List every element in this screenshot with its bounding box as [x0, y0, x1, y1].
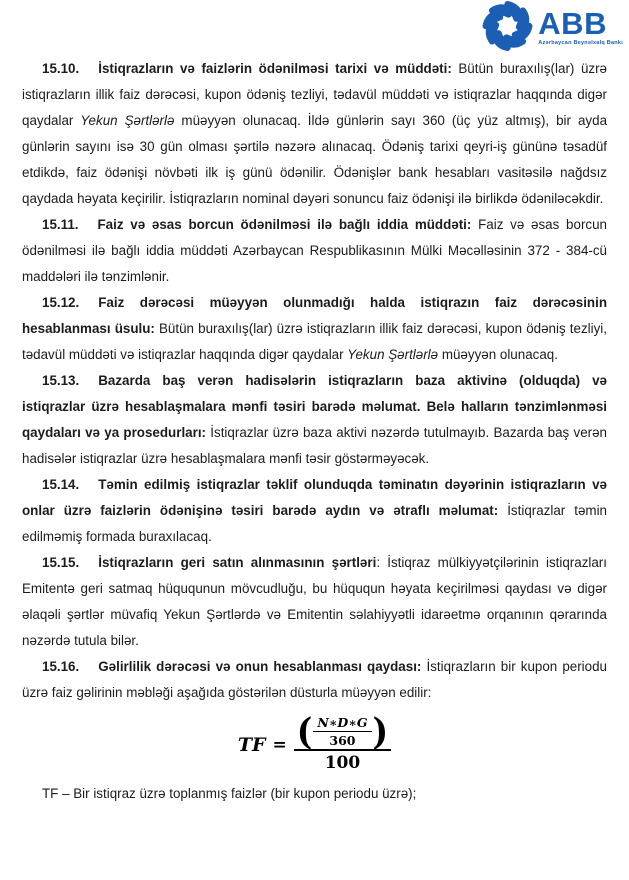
formula-legend-tf: TF – Bir istiqraz üzrə toplanmış faizlər (bir kupon periodu üzrə); [42, 786, 417, 801]
abb-swirl-icon [480, 0, 535, 52]
section-15-16: 15.16. Gəlirlilik dərəcəsi və onun hesablanması qaydası: İstiqrazların bir kupon periodu üzrə faiz gəlirinin məbləği aşağıda göstərilən düsturla müəyyən edilir: [22, 659, 607, 700]
abb-bank-logo [480, 0, 623, 52]
logo-wordmark: ABB [538, 6, 607, 41]
formula-equals-sign: = [272, 734, 287, 755]
formula-inner-denominator: 360 [329, 733, 356, 748]
coupon-interest-formula [22, 710, 607, 774]
logo-tagline: Azərbaycan Beynəlxalq Bankı [538, 40, 623, 46]
formula-lhs: TF [237, 733, 266, 756]
formula-outer-denominator: 100 [324, 753, 361, 773]
section-15-13: 15.13. Bazarda baş verən hadisələrin istiqrazların baza aktivinə (olduqda) və istiqrazlar üzrə hesablaşmalara mənfi təsiri barədə məlumat. Belə halların tənzimlənməsi qaydaları və ya prosedurları: İstiqrazlar üzrə baza aktivi nəzərdə tutulmayıb. Bazarda baş verən hadisələr istiqrazlar üzrə hesablaşmalara mənfi təsir göstərməyəcək. [22, 373, 607, 466]
section-15-11: 15.11. Faiz və əsas borcun ödənilməsi ilə bağlı iddia müddəti: Faiz və əsas borcun ödənilməsi ilə bağlı iddia müddəti Azərbaycan Respublikasının Mülki Məcəlləsinin 372 - 384-cü maddələri ilə tənzimlənir. [22, 217, 607, 284]
formula-outer-numerator [294, 710, 391, 753]
formula-inner-fraction [313, 715, 371, 748]
formula-inner-numerator: N∗D∗G [313, 715, 371, 732]
logo-text-block [538, 5, 623, 47]
section-15-10: 15.10. İstiqrazların və faizlərin ödənilməsi tarixi və müddəti: Bütün buraxılış(lar) üzrə istiqrazların illik faiz dərəcəsi, kupon ödəniş tezliyi, tədavül müddəti və istiqrazlar haqqında digər qaydalar Yekun Şərtlərlə müəyyən olunacaq. İldə günlərin sayı 360 (üç yüz altmış), bir ayda günlərin sayını isə 30 gün olması şərtilə nəzərə alınacaq. Ödəniş tarixi qeyri-iş gününə təsadüf etdikdə, faiz ödənişi növbəti ilk iş günü ödənilir. Ödənişlər bank hesabları vasitəsilə nağdsız qaydada həyata keçirilir. İstiqrazların nominal dəyəri sonuncu faiz ödənişi ilə birlikdə ödəniləcəkdir. [22, 61, 608, 206]
formula-outer-fraction [294, 710, 391, 774]
document-content [22, 56, 607, 807]
section-15-12: 15.12. Faiz dərəcəsi müəyyən olunmadığı halda istiqrazın faiz dərəcəsinin hesablanması üsulu: Bütün buraxılış(lar) üzrə istiqrazların illik faiz dərəcəsi, kupon ödəniş tezliyi, tədavül müddəti və istiqrazlar haqqında digər qaydalar Yekun Şərtlərlə müəyyən olunacaq. [22, 295, 607, 362]
section-15-15: 15.15. İstiqrazların geri satın alınmasının şərtləri: İstiqraz mülkiyyətçilərinin istiqrazları Emitentə geri satmaq hüququnun mövcudluğu, bu hüququn həyata keçirilməsi qaydası və digər əlaqəli şərtlər müvafiq Yekun Şərtlərdə və Emitentin səlahiyyətli idarəetmə orqanının qərarında nəzərdə tutula bilər. [22, 555, 607, 648]
formula-open-paren: ( [296, 710, 313, 753]
section-15-14: 15.14. Təmin edilmiş istiqrazlar təklif olunduqda təminatın dəyərinin istiqrazların və onlar üzrə faizlərin ödənişinə təsiri barədə aydın və ətraflı məlumat: İstiqrazlar təmin edilməmiş formada buraxılacaq. [22, 477, 607, 544]
formula-close-paren: ) [372, 710, 389, 753]
